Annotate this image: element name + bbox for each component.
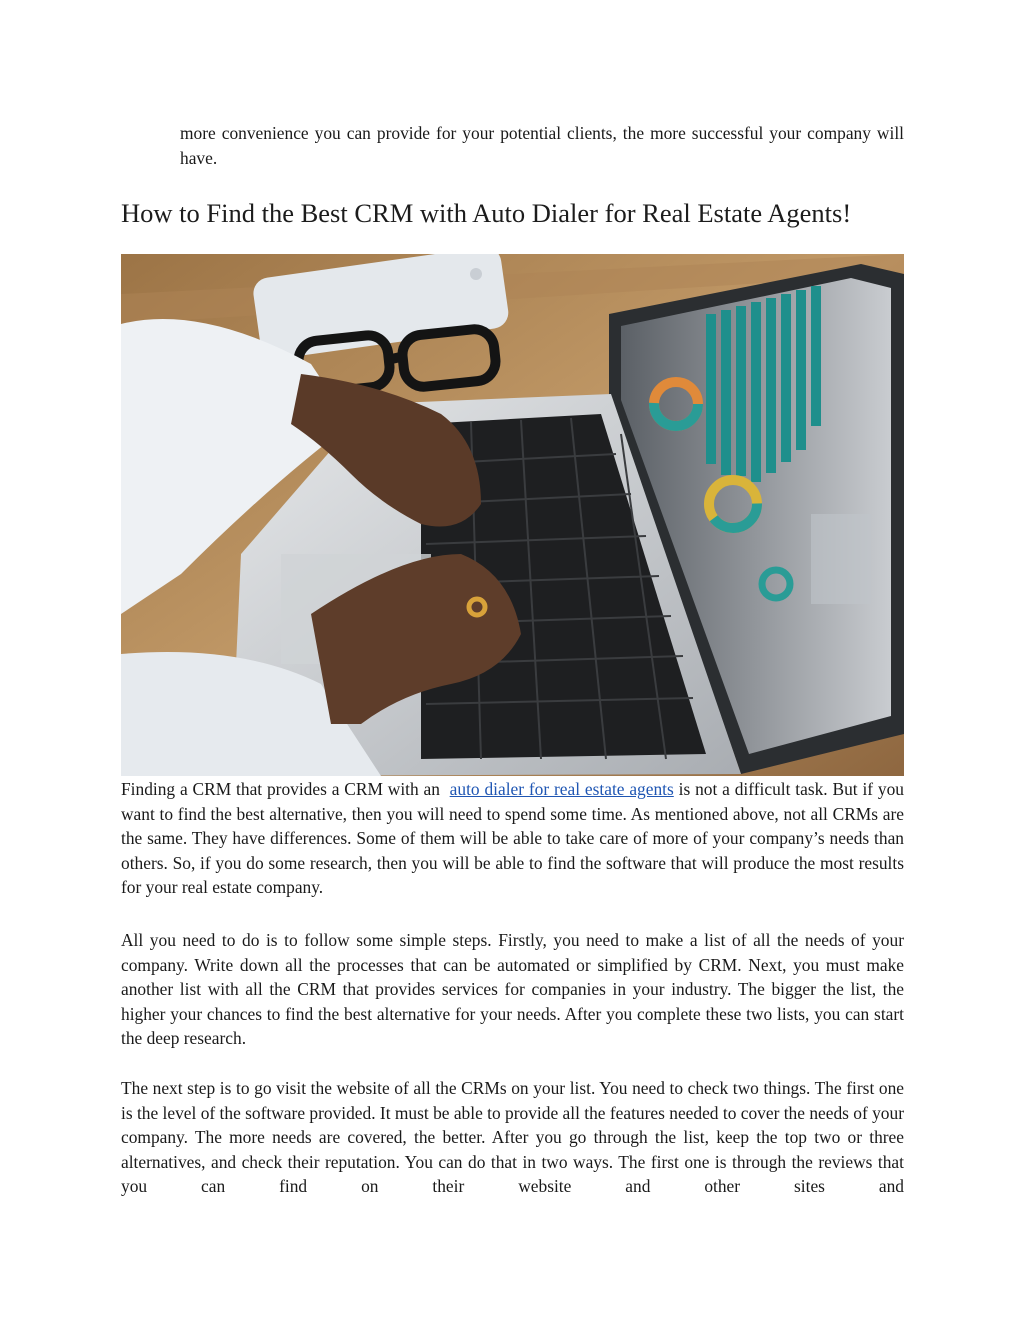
auto-dialer-link[interactable]: auto dialer for real estate agents [449, 779, 674, 799]
intro-paragraph [180, 121, 904, 171]
article-photo [121, 254, 904, 776]
laptop-photo-illustration [121, 254, 904, 776]
paragraph-1 [121, 777, 904, 900]
paragraph-1-rest: is not a difficult task. But if you want to find the best alternative, then you will need to spend some time. As mentioned above, not all CRMs are the same. They have differences. Some of them will be able to take care of more of your company’s needs than others. So, if you do some research, then you will be able to find the software that will produce the most results for your real estate company. [121, 779, 905, 898]
paragraph-2: All you need to do is to follow some simple steps. Firstly, you need to make a list of all the needs of your company. Write down all the processes that can be automated or simplified by CRM. Next, you must make another list with all the CRM that provides services for companies in your industry. The bigger the list, the higher your chances to find the best alternative for your needs. After you complete these two lists, you can start the deep research. [121, 930, 904, 1049]
paragraph-3: The next step is to go visit the website of all the CRMs on your list. You need to check two things. The first one is the level of the software provided. It must be able to provide all the features needed to cover the needs of your company. The more needs are covered, the better. After you go through the list, keep the top two or three alternatives, and check their reputation. You can do that in two ways. The first one is through the reviews that you can find on their website and other sites and [121, 1078, 904, 1197]
paragraph-1-lead: Finding a CRM that provides a CRM with an [121, 779, 440, 799]
intro-text: more convenience you can provide for your potential clients, the more successful your company will have. [180, 123, 904, 168]
section-heading: How to Find the Best CRM with Auto Dialer for Real Estate Agents! [121, 198, 852, 228]
